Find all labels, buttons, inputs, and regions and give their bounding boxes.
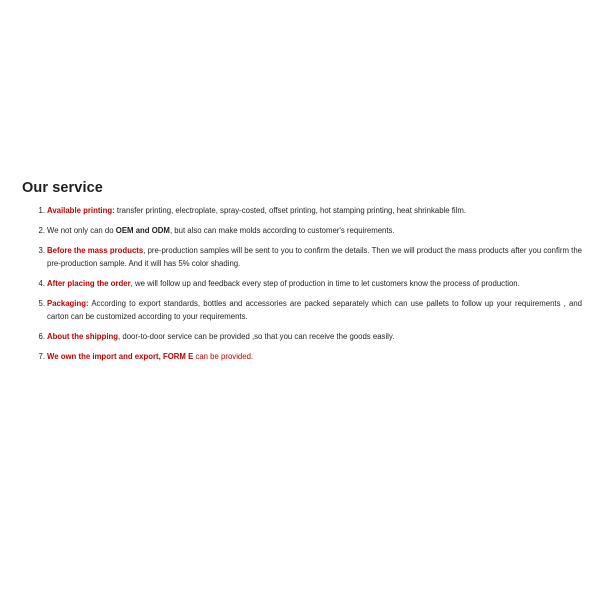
service-list: [22, 205, 582, 364]
list-item: [22, 278, 582, 291]
list-item: [22, 351, 582, 364]
list-item-number: 6.: [38, 331, 45, 341]
list-item: [22, 205, 582, 218]
page-title: Our service: [22, 180, 103, 196]
list-item-number: 1.: [38, 206, 45, 215]
service-section: [22, 180, 582, 371]
list-item: [22, 298, 582, 323]
list-item-number: 4.: [38, 279, 45, 288]
highlighted-text: can be provided.: [193, 352, 254, 361]
body-text: , but also can make molds according to customer's requirements.: [169, 226, 395, 236]
highlighted-text: We own the import and export, FORM E: [47, 352, 194, 361]
highlighted-text: Before the mass products: [47, 246, 144, 256]
body-text: , pre-production samples will be sent to you to confirm the details. Then we will product the mass products after you confirm the pre-production sample. And it will has 5% color shading.: [47, 246, 582, 268]
emphasis-text: OEM and ODM: [115, 226, 170, 236]
highlighted-text: After placing the order: [47, 279, 131, 288]
list-item: [22, 331, 582, 344]
list-item-number: 7.: [38, 352, 45, 361]
body-text: We not only can do: [47, 226, 116, 236]
list-item-number: 3.: [38, 246, 45, 256]
body-text: , we will follow up and feedback every step of production in time to let customers know the process of production.: [130, 279, 520, 288]
body-text: transfer printing, electroplate, spray-costed, offset printing, hot stamping printing, heat shrinkable film.: [114, 206, 467, 215]
list-item: [22, 245, 582, 270]
highlighted-text: Packaging:: [47, 299, 89, 309]
list-item: [22, 225, 582, 238]
highlighted-text: Available printing:: [47, 206, 115, 215]
body-text: According to export standards, bottles and accessories are packed separately which can use pallets to follow up your requirements , and carton can be customized according to your requirements.: [47, 299, 582, 321]
body-text: , door-to-door service can be provided ,so that you can receive the goods easily.: [118, 331, 395, 341]
list-item-number: 5.: [38, 299, 45, 309]
highlighted-text: About the shipping: [47, 331, 119, 341]
list-item-number: 2.: [38, 226, 45, 236]
